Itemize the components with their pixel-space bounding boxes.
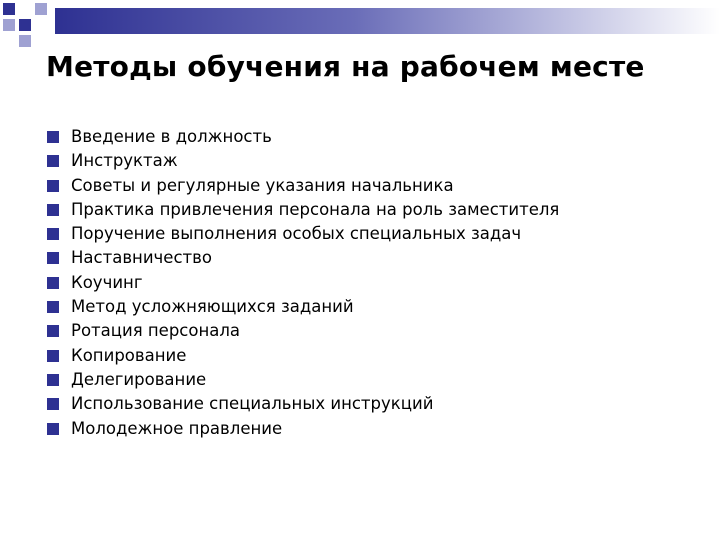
square-bullet-icon	[47, 228, 59, 240]
list-item-label: Практика привлечения персонала на роль заместителя	[71, 199, 560, 219]
list-item-label: Молодежное правление	[71, 418, 283, 438]
decor-square	[19, 19, 31, 31]
list-item	[46, 174, 559, 198]
square-bullet-icon	[47, 301, 59, 313]
list-item	[46, 271, 559, 295]
list-item-label: Советы и регулярные указания начальника	[71, 175, 454, 195]
corner-decoration	[0, 0, 60, 50]
header-gradient-band	[55, 8, 720, 34]
decor-square	[3, 35, 15, 47]
list-item-label: Наставничество	[71, 248, 212, 268]
list-item	[46, 417, 559, 441]
list-item	[46, 319, 559, 343]
decor-square	[3, 19, 15, 31]
list-item	[46, 295, 559, 319]
square-bullet-icon	[47, 350, 59, 362]
list-item	[46, 344, 559, 368]
list-item-label: Использование специальных инструкций	[71, 394, 434, 414]
slide-title: Методы обучения на рабочем месте	[46, 50, 645, 83]
square-bullet-icon	[47, 423, 59, 435]
square-bullet-icon	[47, 204, 59, 216]
decor-square	[19, 35, 31, 47]
square-bullet-icon	[47, 155, 59, 167]
square-bullet-icon	[47, 398, 59, 410]
square-bullet-icon	[47, 131, 59, 143]
square-bullet-icon	[47, 325, 59, 337]
list-item	[46, 125, 559, 149]
list-item	[46, 149, 559, 173]
list-item-label: Ротация персонала	[71, 321, 241, 341]
list-item-label: Коучинг	[71, 272, 143, 292]
list-item	[46, 246, 559, 270]
list-item	[46, 222, 559, 246]
list-item	[46, 368, 559, 392]
square-bullet-icon	[47, 374, 59, 386]
list-item	[46, 392, 559, 416]
decor-square	[19, 3, 31, 15]
square-bullet-icon	[47, 252, 59, 264]
decor-square	[3, 3, 15, 15]
square-bullet-icon	[47, 277, 59, 289]
list-item	[46, 198, 559, 222]
list-item-label: Инструктаж	[71, 151, 178, 171]
list-item-label: Метод усложняющихся заданий	[71, 297, 354, 317]
list-item-label: Поручение выполнения особых специальных задач	[71, 224, 522, 244]
list-item-label: Копирование	[71, 345, 187, 365]
decor-square	[35, 19, 47, 31]
bullet-list	[46, 125, 559, 441]
list-item-label: Делегирование	[71, 369, 207, 389]
decor-square	[35, 3, 47, 15]
square-bullet-icon	[47, 180, 59, 192]
list-item-label: Введение в должность	[71, 127, 272, 146]
